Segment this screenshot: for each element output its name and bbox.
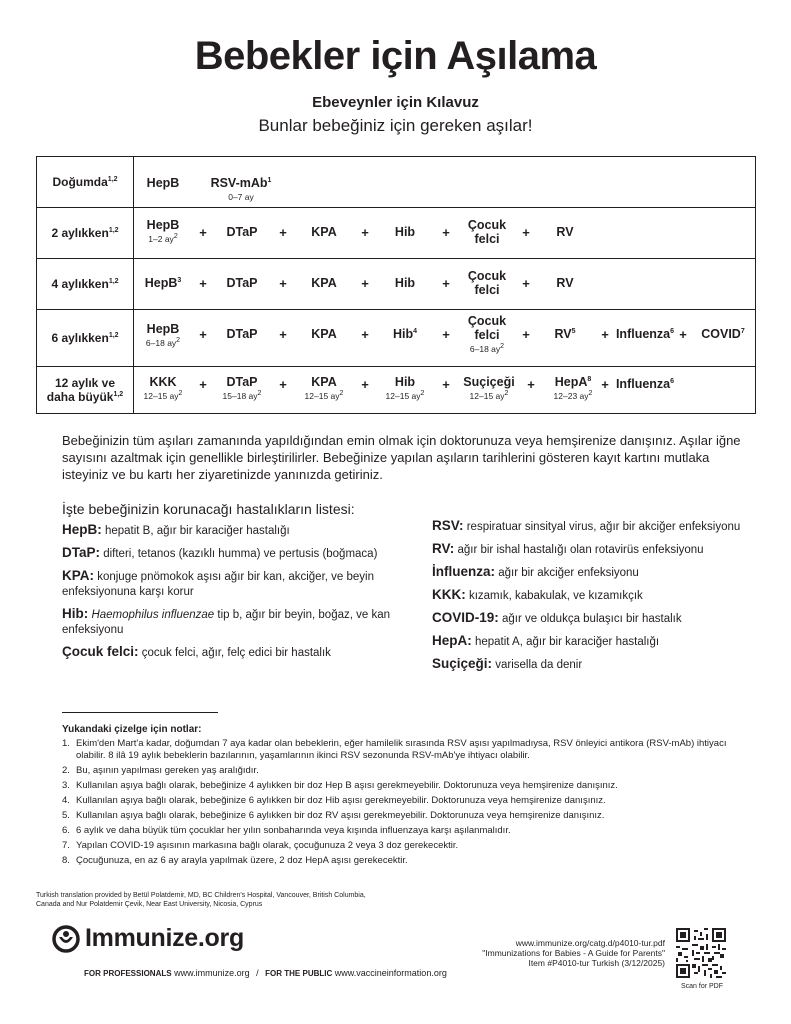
vaccine-hib: Hib$^4$ [392, 327, 418, 341]
vaccine-influenza: Influenza$^6$ [615, 377, 675, 391]
disease-list-heading: İşte bebeğinizin korunacağı hastalıkların listesi: [62, 501, 355, 517]
notes-heading: Yukandaki çizelge için notlar: [62, 724, 202, 735]
note-item: 5. Kullanılan aşıya bağlı olarak, bebeğinize 6 aylıkken bir doz RV aşısı gerekmeyebilir. Doktorunuza veya hemşirenize danışınız. [62, 810, 605, 821]
qr-caption: Scan for PDF [680, 983, 723, 990]
note-item: 1. Ekim'den Mart'a kadar, doğumdan 7 aya kadar olan bebeklerin, eğer hamilelik sırasında RSV aşısı yapılmadıysa, RSV önleyici antikora (RSV-mAb) ihtiyacı olabilir. 8 ilâ 19 aylık bebeklerin bazılarının, yaşamlarının ikinci RSV sezonunda RSV-mAb'ye ihtiyacı olabilir. [62, 738, 727, 761]
vaccine-hepb: HepB [146, 176, 180, 190]
vaccine-hepb: HepB 6–18 $ay^2$ [145, 322, 181, 348]
plus-sign: + [361, 377, 369, 392]
disease-item-varicella: Suçiçeği: varisella da denir [432, 656, 583, 671]
vaccine-hib: Hib [394, 276, 416, 290]
vaccine-dtap: DTaP [226, 276, 258, 290]
public-link[interactable]: www.vaccineinformation.org [334, 968, 447, 978]
vaccine-dtap: DTaP [226, 225, 258, 239]
vaccine-hepb: HepB$^3$ [144, 276, 182, 290]
vaccine-hepb: HepB 1–2 $ay^2$ [146, 218, 180, 244]
vaccine-hib: Hib [394, 225, 416, 239]
professionals-label: FOR PROFESSIONALS [84, 969, 172, 978]
plus-sign: + [361, 327, 369, 342]
vaccine-varicella: Suçiçeği 12–15 $ay^2$ [463, 375, 515, 401]
link-separator: / [256, 968, 259, 978]
age-label: 6 aylıkken$^{1,2}$ [37, 310, 134, 366]
note-item: 3. Kullanılan aşıya bağlı olarak, bebeğinize 4 aylıkken bir doz Hep B aşısı gerekmeyebilir. Doktorunuza veya hemşirenize danışınız. [62, 780, 618, 791]
vaccine-dtap: DTaP [226, 327, 258, 341]
vaccine-kkk: KKK 12–15 $ay^2$ [143, 375, 183, 401]
notes-divider [62, 712, 218, 713]
plus-sign: + [199, 327, 207, 342]
vaccine-kpa: KPA 12–15 $ay^2$ [304, 375, 344, 401]
vaccine-dtap: DTaP 15–18 $ay^2$ [222, 375, 262, 401]
footer-doc-info [440, 938, 665, 968]
disease-item-hepb: HepB: hepatit B, ağır bir karaciğer hastalığı [62, 522, 290, 537]
vaccine-rv: RV [556, 225, 574, 239]
plus-sign: + [279, 225, 287, 240]
vaccine-polio: Çocuk felci [467, 269, 507, 297]
plus-sign: + [442, 377, 450, 392]
note-item: 6. 6 aylık ve daha büyük tüm çocuklar her yılın sonbaharında veya kışında influenzaya karşı aşılanmalıdır. [62, 825, 511, 836]
schedule-row-4-months [37, 259, 755, 310]
vaccine-covid: COVID$^7$ [701, 327, 745, 341]
disease-item-rv: RV: ağır bir ishal hastalığı olan rotavirüs enfeksiyonu [432, 541, 704, 556]
plus-sign: + [361, 276, 369, 291]
plus-sign: + [522, 225, 530, 240]
vaccine-kpa: KPA [311, 225, 337, 239]
disease-list-left [62, 522, 402, 667]
plus-sign: + [442, 327, 450, 342]
vaccine-rsv-mab: RSV-mAb$^1$ 0–7 ay [210, 176, 272, 202]
professionals-link[interactable]: www.immunize.org [174, 968, 250, 978]
plus-sign: + [279, 377, 287, 392]
disease-list-right [432, 518, 757, 679]
plus-sign: + [279, 327, 287, 342]
note-item: 8. Çocuğunuza, en az 6 ay arayla yapılmak üzere, 2 doz HepA aşısı gerekecektir. [62, 855, 408, 866]
plus-sign: + [361, 225, 369, 240]
page-subtitle: Ebeveynler için Kılavuz [312, 94, 479, 111]
schedule-row-birth [37, 157, 755, 208]
vaccine-hib: Hib 12–15 $ay^2$ [385, 375, 425, 401]
vaccine-rv: RV [556, 276, 574, 290]
plus-sign: + [601, 327, 609, 342]
schedule-row-12-months [37, 367, 755, 413]
schedule-row-2-months [37, 208, 755, 259]
vaccine-influenza: Influenza$^6$ [615, 327, 675, 341]
note-item: 7. Yapılan COVID-19 aşısının markasına bağlı olarak, çocuğunuza 2 veya 3 doz gerekecektir. [62, 840, 459, 851]
pdf-link[interactable]: www.immunize.org/catg.d/p4010-tur.pdf [515, 938, 665, 948]
plus-sign: + [442, 276, 450, 291]
vaccine-rv: $RV^5$ [554, 327, 576, 341]
intro-paragraph: Bebeğinizin tüm aşıları zamanında yapıldığından emin olmak için doktorunuza veya hemşirenize danışınız. Aşılar iğne sayısını azaltmak için genellikle birleştirilirler. Bebeğinize yapılan aşıların tarihlerini gösteren kayıt kartını mutlaka isteyiniz ve bu kartı her ziyaretinizde yanınızda getiriniz. [62, 433, 741, 482]
note-item: 4. Kullanılan aşıya bağlı olarak, bebeğinize 6 aylıkken bir doz Hib aşısı gerekmeyebilir. Doktorunuza veya hemşirenize danışınız. [62, 795, 606, 806]
plus-sign: + [522, 327, 530, 342]
plus-sign: + [527, 377, 535, 392]
doc-name: "Immunizations for Babies - A Guide for Parents" [482, 948, 665, 958]
page-tagline: Bunlar bebeğiniz için gereken aşılar! [258, 116, 533, 135]
qr-code-icon[interactable] [676, 928, 726, 978]
vaccine-kpa: KPA [311, 276, 337, 290]
disease-item-polio: Çocuk felci: çocuk felci, ağır, felç edici bir hastalık [62, 644, 331, 659]
plus-sign: + [279, 276, 287, 291]
notes-list [62, 738, 752, 870]
disease-item-influenza: İnfluenza: ağır bir akciğer enfeksiyonu [432, 564, 639, 579]
disease-item-hib: Hib: Haemophilus influenzae tip b, ağır bir beyin, boğaz, ve kan enfeksiyonu [62, 606, 391, 636]
age-label: 2 aylıkken$^{1,2}$ [37, 208, 134, 258]
disease-item-kkk: KKK: kızamık, kabakulak, ve kızamıkçık [432, 587, 643, 602]
disease-item-covid: COVID-19: ağır ve oldukça bulaşıcı bir hastalık [432, 610, 682, 625]
public-label: FOR THE PUBLIC [265, 969, 333, 978]
age-label: Doğumda$^{1,2}$ [37, 157, 134, 207]
plus-sign: + [522, 276, 530, 291]
plus-sign: + [442, 225, 450, 240]
plus-sign: + [679, 327, 687, 342]
vaccine-polio: Çocuk felci 6–18 $ay^2$ [467, 314, 507, 354]
disease-item-rsv: RSV: respiratuar sinsityal virus, ağır bir akciğer enfeksiyonu [432, 518, 741, 533]
vaccine-hepa: HepA$^8$ 12–23 $ay^2$ [553, 375, 593, 401]
schedule-table [36, 156, 756, 414]
disease-item-dtap: DTaP: difteri, tetanos (kazıklı humma) ve pertusis (boğmaca) [62, 545, 378, 560]
logo-text: Immunize.org [85, 924, 244, 952]
item-code: Item #P4010-tur Turkish (3/12/2025) [528, 958, 665, 968]
schedule-row-6-months [37, 310, 755, 367]
plus-sign: + [601, 377, 609, 392]
note-item: 2. Bu, aşının yapılması gereken yaş aralığıdır. [62, 765, 259, 776]
plus-sign: + [199, 276, 207, 291]
disease-item-hepa: HepA: hepatit A, ağır bir karaciğer hastalığı [432, 633, 660, 648]
plus-sign: + [199, 377, 207, 392]
immunize-logo[interactable] [52, 924, 244, 953]
translation-credit: Turkish translation provided by Betül Polatdemir, MD, BC Children's Hospital, Vancouver, British Columbia, Canada and Nur Polatdemir Çevik, Near East University, Nicosia, Cyprus [36, 892, 366, 908]
age-label: 12 aylık ve daha büyük$^{1,2}$ [37, 367, 134, 413]
page-title: Bebekler için Aşılama [194, 34, 597, 78]
plus-sign: + [199, 225, 207, 240]
age-label: 4 aylıkken$^{1,2}$ [37, 259, 134, 309]
immunize-logo-icon [52, 925, 80, 953]
vaccine-polio: Çocuk felci [467, 218, 507, 246]
vaccine-kpa: KPA [311, 327, 337, 341]
disease-item-kpa: KPA: konjuge pnömokok aşısı ağır bir kan, akciğer, ve beyin enfeksiyonuna karşı korur [62, 568, 374, 598]
footer-links [84, 968, 447, 978]
